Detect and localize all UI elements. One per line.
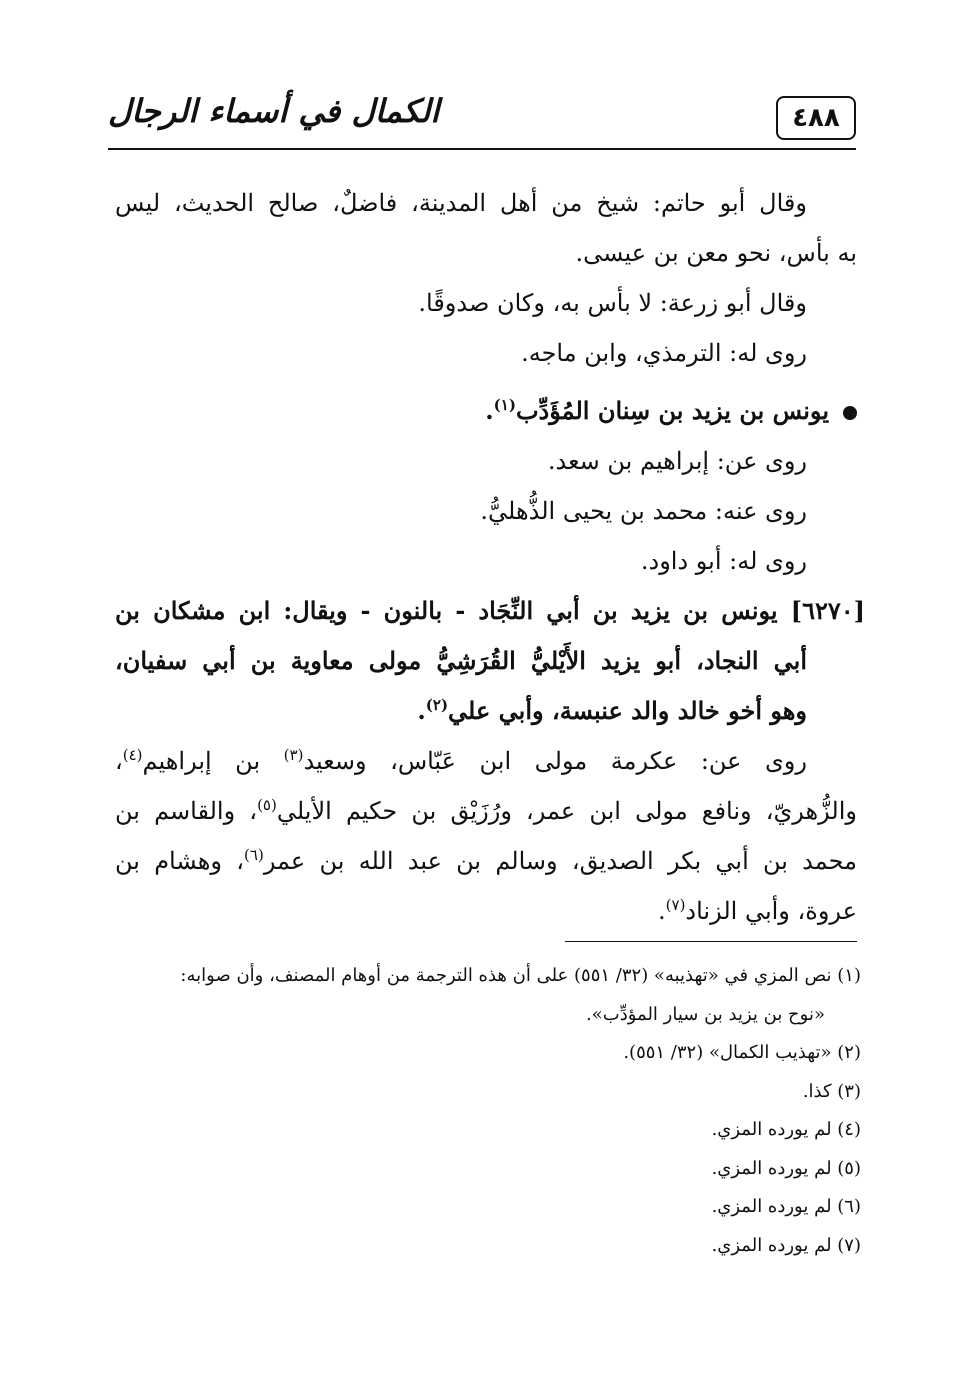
- footnote: (٢) «تهذيب الكمال» (٣٢/ ٥٥١).: [623, 1042, 861, 1063]
- text-line: والزُّهريّ، ونافع مولى ابن عمر، ورُزَيْق بن حكيم الأيلي$^{(٥)}$، والقاسم بن: [115, 796, 857, 825]
- footnote-ref: (٣): [283, 746, 304, 764]
- footnote: (٣) كذا.: [802, 1080, 861, 1102]
- text-line: وقال أبو حاتم: شيخ من أهل المدينة، فاضلٌ، صالح الحديث، ليس: [115, 189, 807, 217]
- footnote-ref: (٢): [425, 696, 449, 714]
- text-line: روى عنه: محمد بن يحيى الذُّهليُّ.: [480, 497, 807, 525]
- entry-title-line: [٦٢٧٠] يونس بن يزيد بن أبي النِّجَاد - بالنون - ويقال: ابن مشكان بن: [115, 596, 865, 625]
- footnote-ref: (٤): [122, 746, 143, 764]
- footnote-continuation: «نوح بن يزيد بن سيار المؤدِّب».: [586, 1003, 825, 1025]
- footnote: (١) نص المزي في «تهذيبه» (٣٢/ ٥٥١) على أن هذه الترجمة من أوهام المصنف، وأن صوابه:: [180, 965, 861, 986]
- text-line: روى عن: عكرمة مولى ابن عَبّاس، وسعيد$^{(٣)}$ بن إبراهيم$^{(٤)}$،: [115, 746, 807, 775]
- text-line: وقال أبو زرعة: لا بأس به، وكان صدوقًا.: [418, 289, 807, 317]
- text-line: به بأس، نحو معن بن عيسى.: [575, 239, 857, 267]
- text-line: روى له: أبو داود.: [640, 547, 807, 575]
- footnote-ref: (٧): [665, 896, 686, 914]
- page-header: [108, 92, 856, 154]
- footnote: (٦) لم يورده المزي.: [711, 1196, 861, 1217]
- entry-title-line: أبي النجاد، أبو يزيد الأَيْليُّ القُرَشِيُّ مولى معاوية بن أبي سفيان،: [115, 646, 807, 675]
- entry-name: يونس بن يزيد بن سِنان المُؤَدِّب: [515, 396, 829, 425]
- text-line: محمد بن أبي بكر الصديق، وسالم بن عبد الله بن عمر$^{(٦)}$، وهشام بن: [115, 846, 858, 875]
- footnote-ref: (٥): [257, 796, 277, 814]
- entry-heading: يونس بن يزيد بن سِنان المُؤَدِّب$^{(١)}$.: [115, 386, 857, 436]
- footnote-ref: (١): [493, 396, 516, 414]
- footnote: (٧) لم يورده المزي.: [711, 1234, 861, 1256]
- text-line: روى عن: إبراهيم بن سعد.: [547, 447, 807, 475]
- book-title: الكمال في أسماء الرجال: [108, 92, 440, 130]
- text-line: عروة، وأبي الزناد$^{(٧)}$.: [658, 896, 857, 925]
- footnotes: [113, 957, 861, 1265]
- footnote: (٤) لم يورده المزي.: [711, 1119, 861, 1140]
- page-number: ٤٨٨: [776, 96, 856, 140]
- footnote-ref: (٦): [244, 846, 264, 864]
- text-line: روى له: الترمذي، وابن ماجه.: [521, 339, 807, 367]
- main-text: [115, 178, 865, 936]
- footnote: (٥) لم يورده المزي.: [711, 1157, 861, 1179]
- footnote-divider: [565, 941, 857, 942]
- bullet-icon: [843, 406, 857, 420]
- entry-title-line: وهو أخو خالد والد عنبسة، وأبي علي$^{(٢)}$.: [417, 696, 807, 725]
- header-divider: [108, 148, 856, 150]
